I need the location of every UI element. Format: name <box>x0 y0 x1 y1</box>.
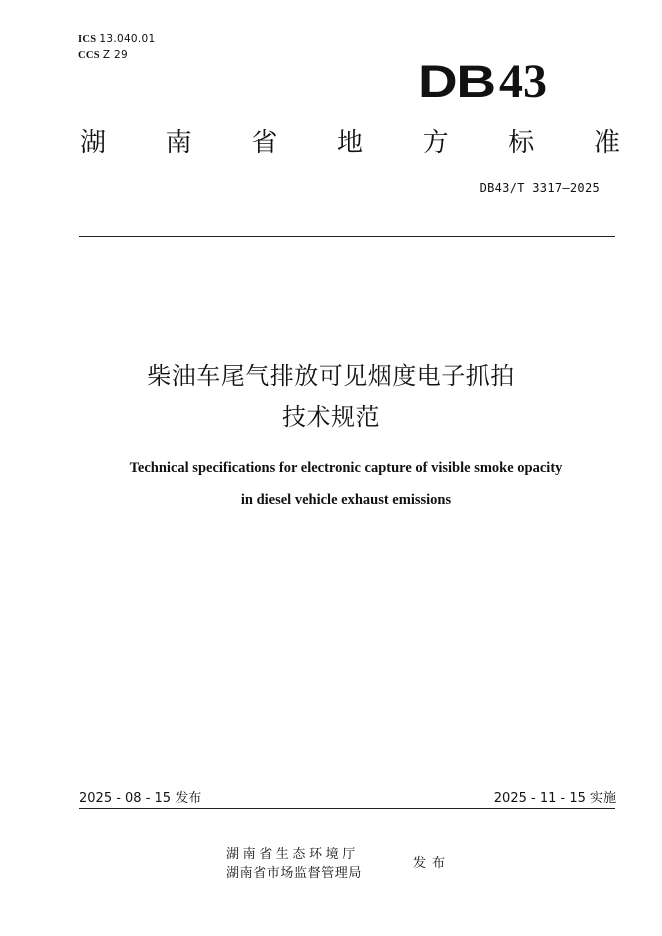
standard-type-char: 南 <box>165 128 192 158</box>
standard-number: DB43/T 3317—2025 <box>479 181 600 195</box>
standard-type-char: 地 <box>336 128 363 158</box>
standard-type-char: 标 <box>508 128 535 158</box>
title-english-line-1: Technical specifications for electronic capture of visible smoke opacity <box>129 460 563 476</box>
title-english-line-2: in diesel vehicle exhaust emissions <box>240 492 452 508</box>
db43-logo <box>418 56 547 108</box>
standard-type-char: 方 <box>422 128 449 158</box>
standard-type-char: 湖 <box>80 128 107 158</box>
issue-action-label: 发布 <box>413 856 452 871</box>
header-divider <box>79 236 615 237</box>
db-logo-number: 43 <box>499 55 547 108</box>
standard-type-char: 省 <box>251 128 278 158</box>
title-chinese-line-2: 技术规范 <box>282 403 380 431</box>
implementation-date: 2025 - 11 - 15 实施 <box>493 791 616 806</box>
ics-label: ICS <box>78 34 97 45</box>
standard-type-heading <box>80 125 620 161</box>
title-chinese-line-1: 柴油车尾气排放可见烟度电子抓拍 <box>147 362 515 390</box>
footer-divider <box>79 808 615 809</box>
db-logo-letters: DB <box>418 56 495 107</box>
ccs-value: Z 29 <box>102 49 128 61</box>
ics-value: 13.040.01 <box>99 33 156 45</box>
ccs-code <box>78 49 128 62</box>
publish-date: 2025 - 08 - 15 发布 <box>79 791 202 806</box>
issuer-market-regulation-bureau: 湖南省市场监督管理局 <box>226 866 363 881</box>
ics-code <box>78 33 156 46</box>
ccs-label: CCS <box>78 50 100 61</box>
standard-type-char: 准 <box>593 128 620 158</box>
issuer-environment-department: 湖南省生态环境厅 <box>226 847 359 862</box>
